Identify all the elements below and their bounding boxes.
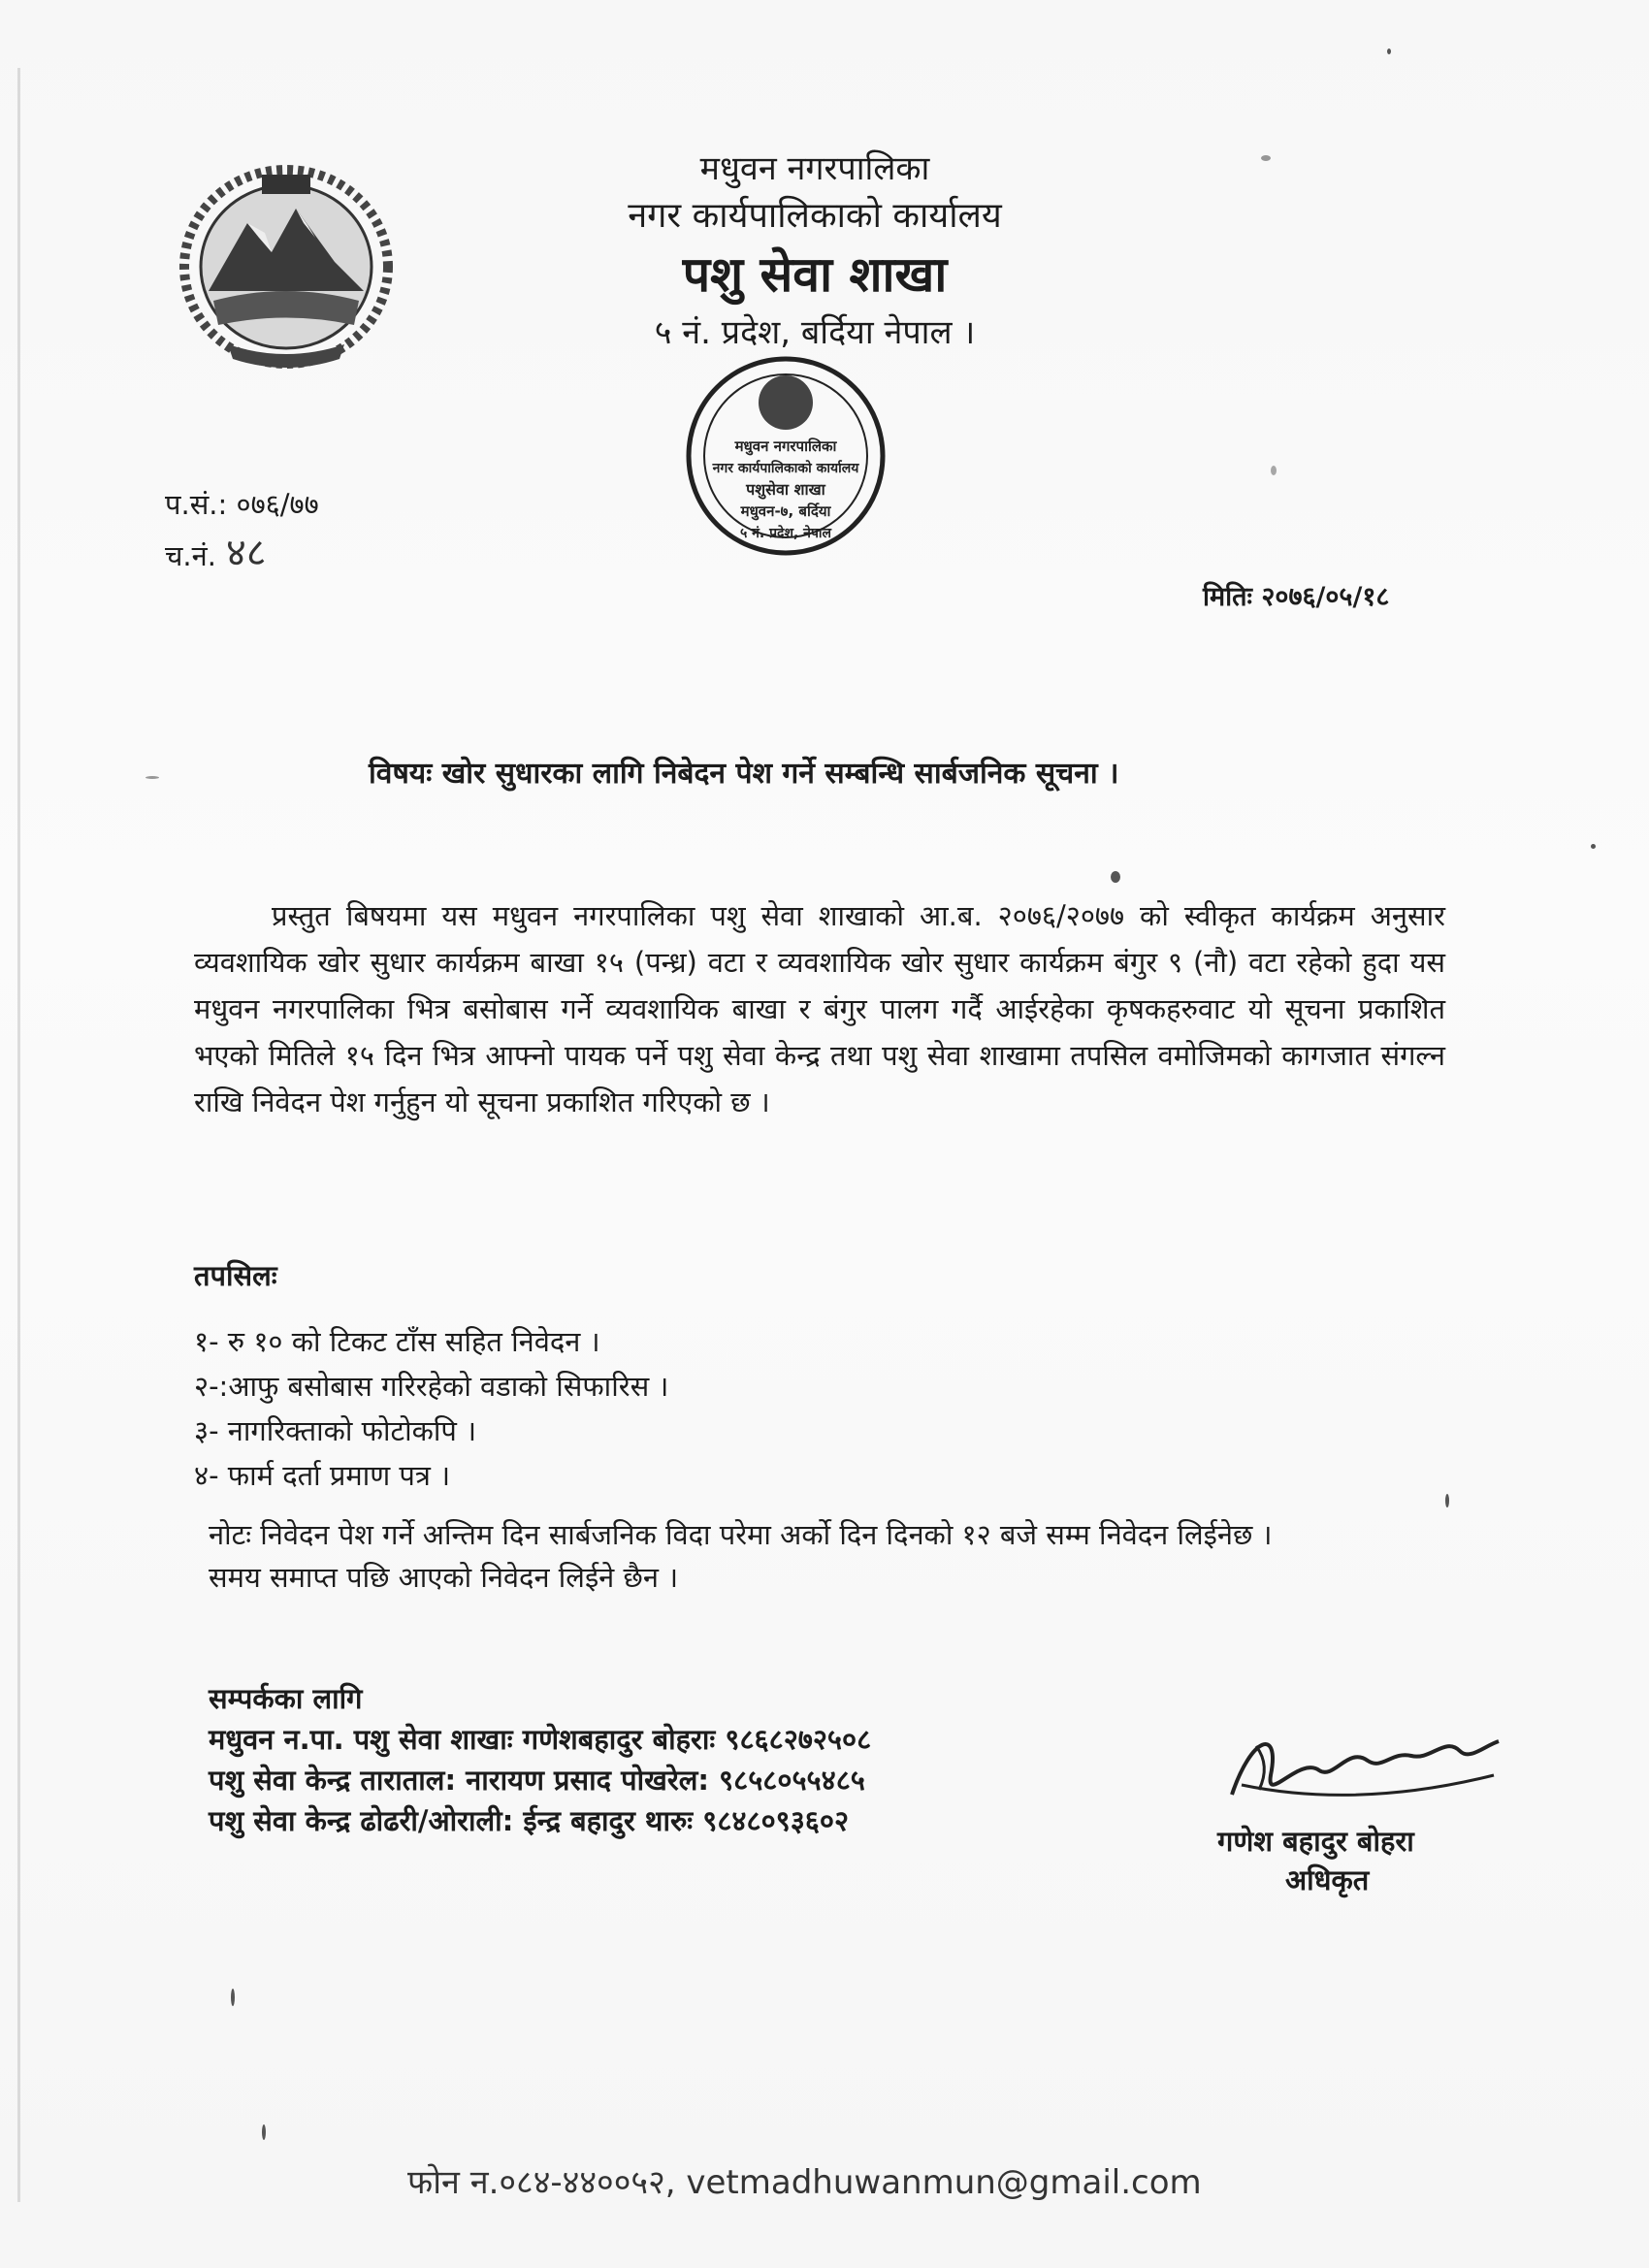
contact-line: पशु सेवा केन्द्र ढोढरी/ओराली: ईन्द्र बहादुर थारुः ९८४८०९३६०२: [209, 1804, 850, 1837]
note-line-2: समय समाप्त पछि आएको निवेदन लिईने छैन ।: [209, 1561, 679, 1594]
note-section: [209, 1513, 1460, 1599]
scan-speck: [1591, 844, 1596, 849]
stamp-line-2: नगर कार्यपालिकाको कार्यालय: [712, 461, 859, 476]
list-item: ४- फार्म दर्ता प्रमाण पत्र ।: [194, 1459, 451, 1492]
handwritten-signature: [1212, 1717, 1504, 1824]
notice-subject: विषयः खोर सुधारका लागि निबेदन पेश गर्ने सम्बन्धि सार्बजनिक सूचना ।: [369, 757, 1119, 791]
document-list: [194, 1319, 668, 1498]
note-line-1: नोटः निवेदन पेश गर्ने अन्तिम दिन सार्बजनिक विदा परेमा अर्को दिन दिनको १२ बजे सम्म निवेदन लिईनेछ ।: [209, 1518, 1273, 1551]
dispatch-number: [165, 524, 267, 577]
ps-label: प.सं.:: [165, 488, 228, 521]
contact-line: पशु सेवा केन्द्र ताराताल: नारायण प्रसाद पोखरेल: ९८५८०५५४८५: [209, 1764, 865, 1797]
scan-speck: [1261, 155, 1271, 161]
footer-email: vetmadhuwanmun@gmail.com: [686, 2163, 1202, 2202]
reference-number: [165, 485, 319, 523]
list-item: ३- नागरिक्ताको फोटोकपि ।: [194, 1414, 477, 1447]
tapsil-heading: तपसिलः: [194, 1259, 277, 1292]
stamp-line-5: ५ नं. प्रदेश, नेपाल: [739, 526, 832, 541]
page-edge: [17, 68, 20, 2202]
stamp-line-1: मधुवन नगरपालिका: [734, 437, 837, 455]
scan-speck: [1111, 871, 1120, 883]
contact-line: मधुवन न.पा. पशु सेवा शाखाः गणेशबहादुर बोहराः ९८६८२७२५०८: [209, 1723, 872, 1756]
notice-body: प्रस्तुत बिषयमा यस मधुवन नगरपालिका पशु सेवा शाखाको आ.ब. २०७६/२०७७ को स्वीकृत कार्यक्रम अनुसार व्यवशायिक खोर सुधार कार्यक्रम बाखा १५ (पन्ध्र) वटा र व्यवशायिक खोर सुधार कार्यक्रम बंगुर ९ (नौ) वटा रहेको हुदा यस मधुवन नगरपालिका भित्र बसोबास गर्ने व्यवशायिक बाखा र बंगुर पालग गर्दै आईरहेका कृषकहरुवाट यो सूचना प्रकाशित भएको मितिले १५ दिन भित्र आफ्नो पायक पर्ने पशु सेवा केन्द्र तथा पशु सेवा शाखामा तपसिल वमोजिमको कागजात संगल्न राखि निवेदन पेश गर्नुहुन यो सूचना प्रकाशित गरिएको छ ।: [194, 899, 1445, 1118]
nepal-emblem-logo: [170, 155, 403, 378]
notice-date: मितिः २०७६/०५/१८: [1203, 582, 1390, 612]
scan-speck: [262, 2124, 266, 2140]
list-item: २-:आफु बसोबास गरिरहेको वडाको सिफारिस ।: [194, 1370, 669, 1403]
signatory-name: गणेश बहादुर बोहरा: [1217, 1825, 1414, 1858]
scan-speck: [146, 776, 159, 779]
scan-speck: [1445, 1494, 1449, 1507]
footer-contact: [407, 2158, 1202, 2203]
office-name: नगर कार्यपालिकाको कार्यालय: [628, 196, 1002, 236]
signatory-title: अधिकृत: [1285, 1863, 1370, 1896]
office-address: ५ नं. प्रदेश, बर्दिया नेपाल ।: [654, 313, 976, 352]
branch-name: पशु सेवा शाखा: [682, 246, 948, 303]
scan-speck: [1387, 49, 1391, 54]
stamp-line-3: पशुसेवा शाखा: [746, 480, 825, 499]
cn-value-handwritten: ४८: [225, 531, 267, 575]
ps-value: ०७६/७७: [236, 488, 319, 521]
contact-heading: सम्पर्कका लागि: [209, 1682, 363, 1715]
list-item: १- रु १० को टिकट टाँस सहित निवेदन ।: [194, 1325, 600, 1358]
cn-label: च.नं.: [165, 539, 216, 572]
office-stamp: [679, 349, 892, 563]
scan-speck: [231, 1989, 235, 2006]
municipality-name: मधुवन नगरपालिका: [699, 149, 930, 188]
stamp-line-4: मधुवन-७, बर्दिया: [740, 502, 831, 520]
scan-speck: [1271, 466, 1277, 475]
footer-phone: फोन न.०८४-४४००५२,: [407, 2163, 676, 2202]
letterhead: [543, 146, 1086, 357]
contact-section: [209, 1678, 871, 1841]
